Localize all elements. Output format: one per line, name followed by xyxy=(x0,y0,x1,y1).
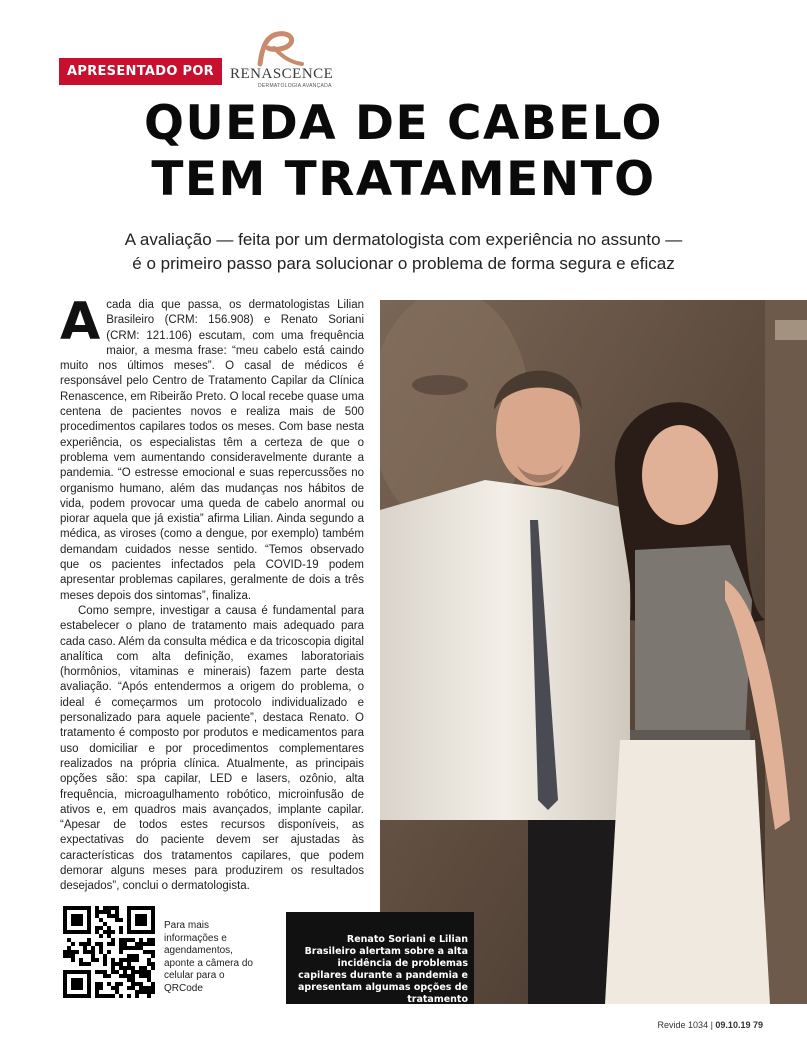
folio-date: 09.10.19 xyxy=(715,1020,751,1030)
sponsor-tag: APRESENTADO POR xyxy=(59,58,222,85)
doctors-photo xyxy=(380,300,807,1004)
qr-instructions: Para mais informações e agendamentos, aponte a câmera do celular para o QRCode xyxy=(164,920,253,994)
article-paragraph-1 xyxy=(60,292,364,604)
drop-cap: A xyxy=(60,292,101,352)
headline-line-1: QUEDA DE CABELO xyxy=(144,96,663,151)
caption-text: Renato Soriani e Lilian Brasileiro alertam sobre a alta incidência de problemas capilares durante a pandemia e apresentam algumas opções de tratamento xyxy=(298,934,468,1005)
logo-subtitle: DERMATOLOGIA AVANÇADA xyxy=(258,83,332,89)
logo-name: RENASCENCE xyxy=(230,66,334,82)
renascence-logo xyxy=(228,28,338,90)
deck-line-2: é o primeiro passo para solucionar o problema de forma segura e eficaz xyxy=(132,254,675,273)
folio-magazine: Revide 1034 xyxy=(657,1020,709,1030)
photo-illustration xyxy=(380,300,807,1004)
qr-code-icon xyxy=(63,906,155,998)
page-folio: Revide 1034 | 09.10.19 79 xyxy=(657,1020,763,1030)
deck-line-1: A avaliação — feita por um dermatologista com experiência no assunto — xyxy=(124,230,683,249)
qr-code[interactable] xyxy=(63,906,155,998)
article-paragraph-2: Como sempre, investigar a causa é fundamental para estabelecer o plano de tratamento mais adequado para cada caso. Além da consulta médica e da tricoscopia digital analítica com alta definição, exames laboratoriais (hormônios, vitaminas e minerais) fazem parte desta avaliação. “Após entendermos a origem do problema, o ideal é começarmos um protocolo individualizado e personalizado para aquele paciente”, destaca Renato. O tratamento é composto por produtos e medicamentos para uso domiciliar e por procedimentos complementares realizados na própria clínica. Atualmente, as principais opções são: spa capilar, LED e lasers, ozônio, alta frequência, microagulhamento robótico, microinfusão de ativos e, em quadros mais avançados, implante capilar. “Apesar de todos estes recursos disponíveis, as expectativas do paciente devem ser ajustadas às características dos tratamentos capilares, que podem demorar alguns meses para produzirem os resultados desejados”, conclui o dermatologista. xyxy=(60,604,364,893)
article-body xyxy=(60,292,364,895)
paragraph-1-text: cada dia que passa, os dermatologistas Lilian Brasileiro (CRM: 156.908) e Renato Soriani (CRM: 121.106) escutam, com uma frequência maior, a mesma frase: “meu cabelo está caindo muito nos últimos meses”. O casal de médicos é responsável pelo Centro de Tratamento Capilar da Clínica Renascence, em Ribeirão Preto. O local recebe quase uma centena de pacientes novos e realiza mais de 500 procedimentos capilares todos os meses. Com base nesta experiência, os especialistas têm a certeza de que o problema vem aumentando consideravelmente durante a pandemia. “O estresse emocional e suas repercussões no organismo humano, além das mudanças nos hábitos de vida, podem provocar uma queda de cabelo anormal ou piorar aquela que já existia” afirma Lilian. Ainda segundo a médica, as viroses (como a dengue, por exemplo) também demandam cuidados nesse sentido. “Temos observado que os pacientes infectados pela COVID-19 podem apresentar problemas capilares, geralmente de dois a três meses depois dos sintomas”, finaliza. xyxy=(60,299,364,602)
photo-caption xyxy=(286,912,474,1004)
headline-line-2: TEM TRATAMENTO xyxy=(151,152,656,207)
logo-r-mark-icon xyxy=(248,28,308,68)
folio-page: 79 xyxy=(752,1020,763,1030)
